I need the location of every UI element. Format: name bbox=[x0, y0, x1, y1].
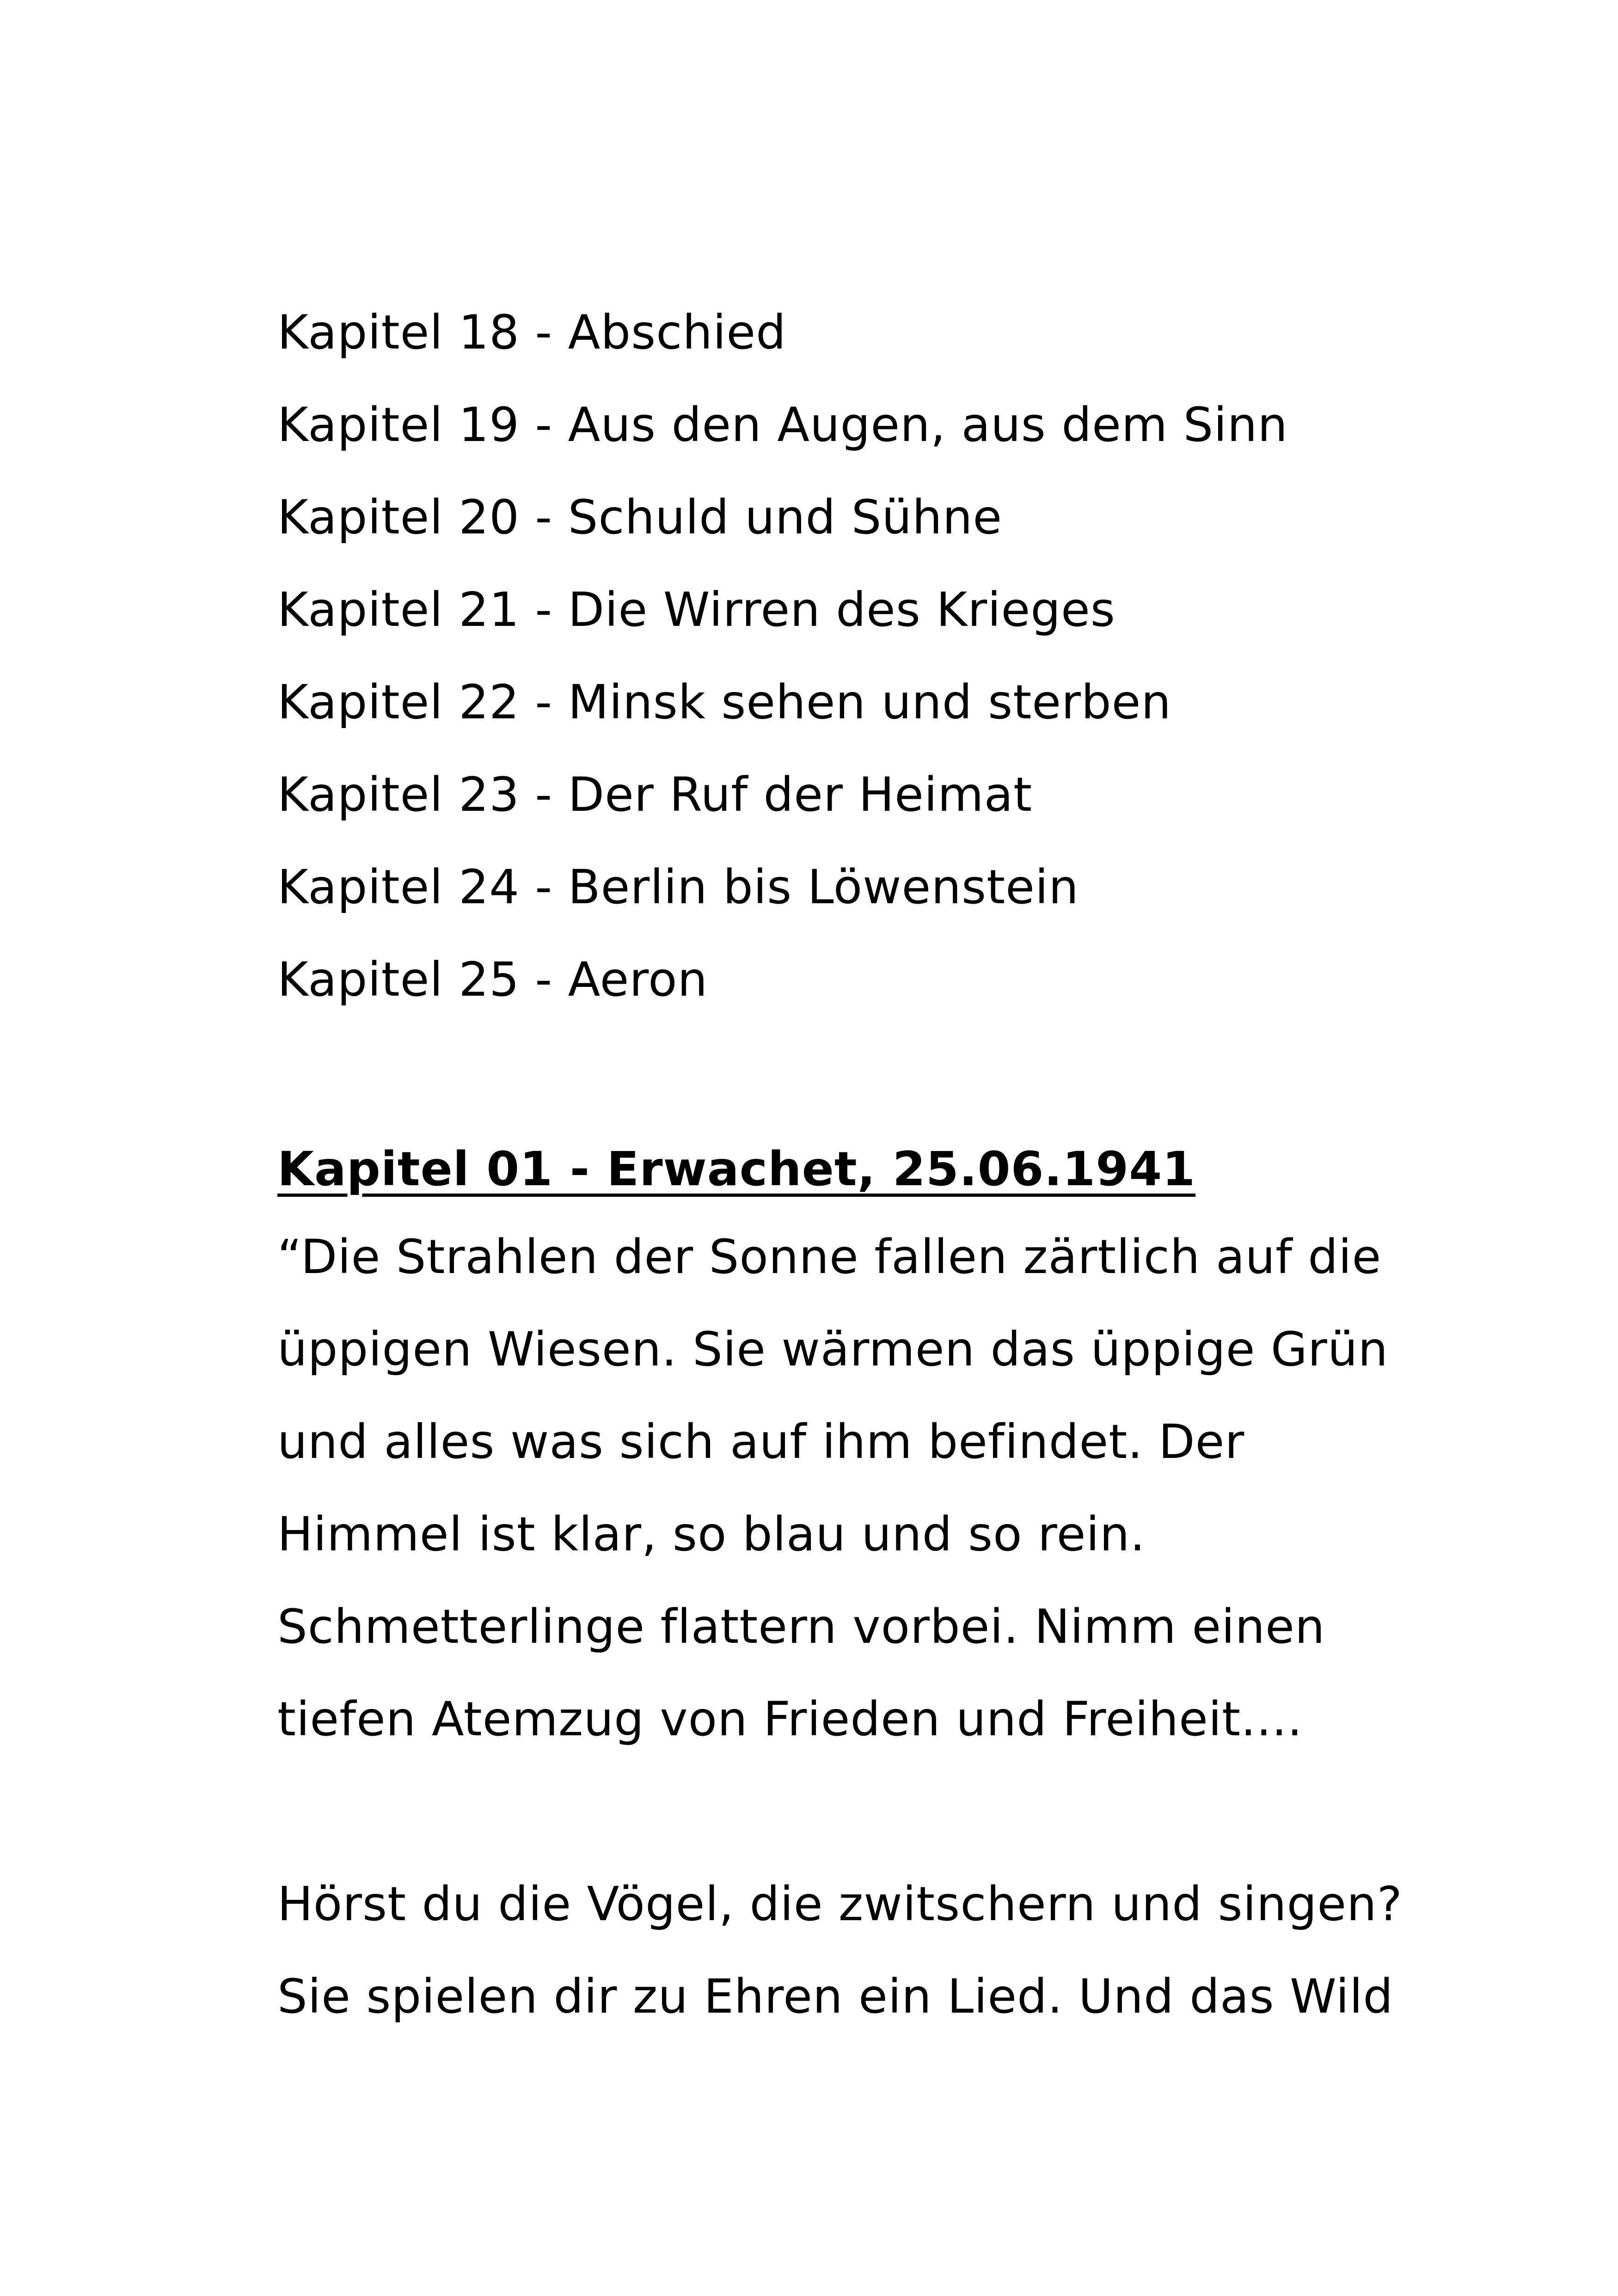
paragraph-line: üppigen Wiesen. Sie wärmen das üppige Grün bbox=[277, 1322, 1389, 1377]
paragraph-line: “Die Strahlen der Sonne fallen zärtlich auf die bbox=[277, 1230, 1382, 1285]
toc-item-kapitel-21: Kapitel 21 - Die Wirren des Krieges bbox=[277, 582, 1115, 637]
toc-item-kapitel-20: Kapitel 20 - Schuld und Sühne bbox=[277, 490, 1003, 545]
paragraph-line: und alles was sich auf ihm befindet. Der bbox=[277, 1414, 1245, 1469]
paragraph-line: Sie spielen dir zu Ehren ein Lied. Und das Wild bbox=[277, 1969, 1394, 2024]
paragraph-line: Hörst du die Vögel, die zwitschern und singen? bbox=[277, 1877, 1403, 1932]
chapter-heading: Kapitel 01 - Erwachet, 25.06.1941 bbox=[277, 1142, 1196, 1197]
toc-item-kapitel-19: Kapitel 19 - Aus den Augen, aus dem Sinn bbox=[277, 398, 1288, 453]
toc-item-kapitel-22: Kapitel 22 - Minsk sehen und sterben bbox=[277, 675, 1172, 730]
toc-item-kapitel-25: Kapitel 25 - Aeron bbox=[277, 952, 708, 1007]
paragraph-line: Schmetterlinge flattern vorbei. Nimm einen bbox=[277, 1599, 1325, 1654]
toc-item-kapitel-24: Kapitel 24 - Berlin bis Löwenstein bbox=[277, 860, 1079, 915]
paragraph-line: tiefen Atemzug von Frieden und Freiheit.... bbox=[277, 1692, 1303, 1747]
toc-item-kapitel-18: Kapitel 18 - Abschied bbox=[277, 305, 786, 360]
paragraph-line: Himmel ist klar, so blau und so rein. bbox=[277, 1507, 1146, 1562]
toc-item-kapitel-23: Kapitel 23 - Der Ruf der Heimat bbox=[277, 767, 1033, 822]
